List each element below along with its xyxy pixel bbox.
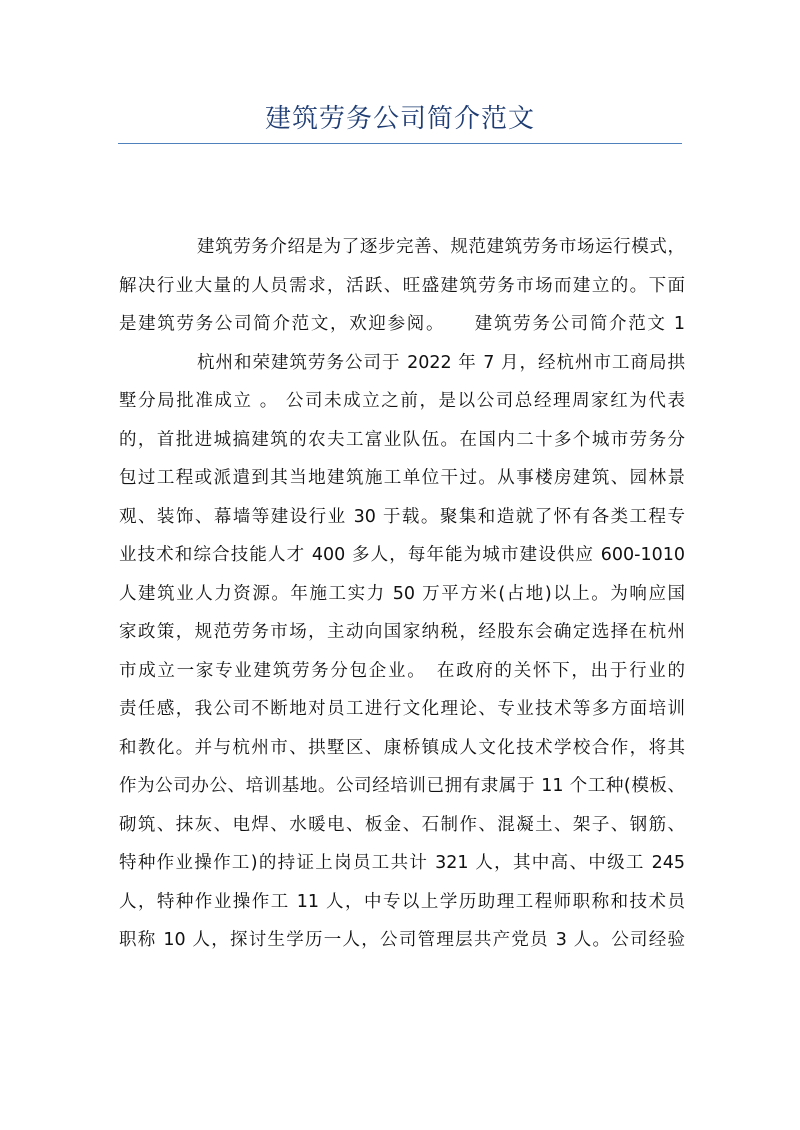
- paragraph-2-line-9: 市成立一家专业建筑劳务分包企业。 在政府的关怀下，出于行业的: [119, 660, 685, 681]
- paragraph-1-line-2: 解决行业大量的人员需求，活跃、旺盛建筑劳务市场而建立的。下面: [119, 275, 685, 296]
- paragraph-2-line-4: 包过工程或派遣到其当地建筑施工单位干过。从事楼房建筑、园林景: [119, 468, 685, 488]
- paragraph-2-line-6: 业技术和综合技能人才 400 多人，每年能为城市建设供应 600-1010: [119, 545, 685, 565]
- paragraph-1-line-3: 是建筑劳务公司简介范文，欢迎参阅。 建筑劳务公司简介范文 1: [119, 314, 685, 334]
- paragraph-2-line-15: 人，特种作业操作工 11 人，中专以上学历助理工程师职称和技术员: [119, 891, 685, 912]
- paragraph-2-line-14: 特种作业操作工)的持证上岗员工共计 321 人，其中高、中级工 245: [119, 853, 685, 873]
- paragraph-2-line-1: 杭州和荣建筑劳务公司于 2022 年 7 月，经杭州市工商局拱: [197, 352, 685, 373]
- paragraph-2-line-7: 人建筑业人力资源。年施工实力 50 万平方米(占地)以上。为响应国: [119, 583, 685, 604]
- paragraph-2-line-5: 观、装饰、幕墙等建设行业 30 于载。聚集和造就了怀有各类工程专: [119, 506, 685, 527]
- document-title: 建筑劳务公司简介范文: [264, 104, 535, 134]
- paragraph-2-line-12: 作为公司办公、培训基地。公司经培训已拥有隶属于 11 个工种(模板、: [119, 776, 685, 796]
- paragraph-2-line-11: 和教化。并与杭州市、拱墅区、康桥镇成人文化技术学校合作，将其: [119, 737, 685, 758]
- paragraph-1-line-1: 建筑劳务介绍是为了逐步完善、规范建筑劳务市场运行模式，: [197, 237, 685, 257]
- paragraph-2-line-3: 的，首批进城搞建筑的农夫工富业队伍。在国内二十多个城市劳务分: [119, 429, 685, 450]
- paragraph-2-line-16: 职称 10 人，探讨生学历一人，公司管理层共产党员 3 人。公司经验: [119, 930, 685, 950]
- paragraph-2-line-8: 家政策，规范劳务市场，主动向国家纳税，经股东会确定选择在杭州: [119, 622, 685, 642]
- title-underline: [118, 143, 682, 144]
- paragraph-2-line-2: 墅分局批准成立 。 公司未成立之前，是以公司总经理周家红为代表: [119, 391, 685, 411]
- paragraph-2-line-13: 砌筑、抹灰、电焊、水暖电、板金、石制作、混凝土、架子、钢筋、: [119, 814, 685, 835]
- document-body: [119, 228, 685, 960]
- paragraph-2-line-10: 责任感，我公司不断地对员工进行文化理论、专业技术等多方面培训: [119, 699, 685, 719]
